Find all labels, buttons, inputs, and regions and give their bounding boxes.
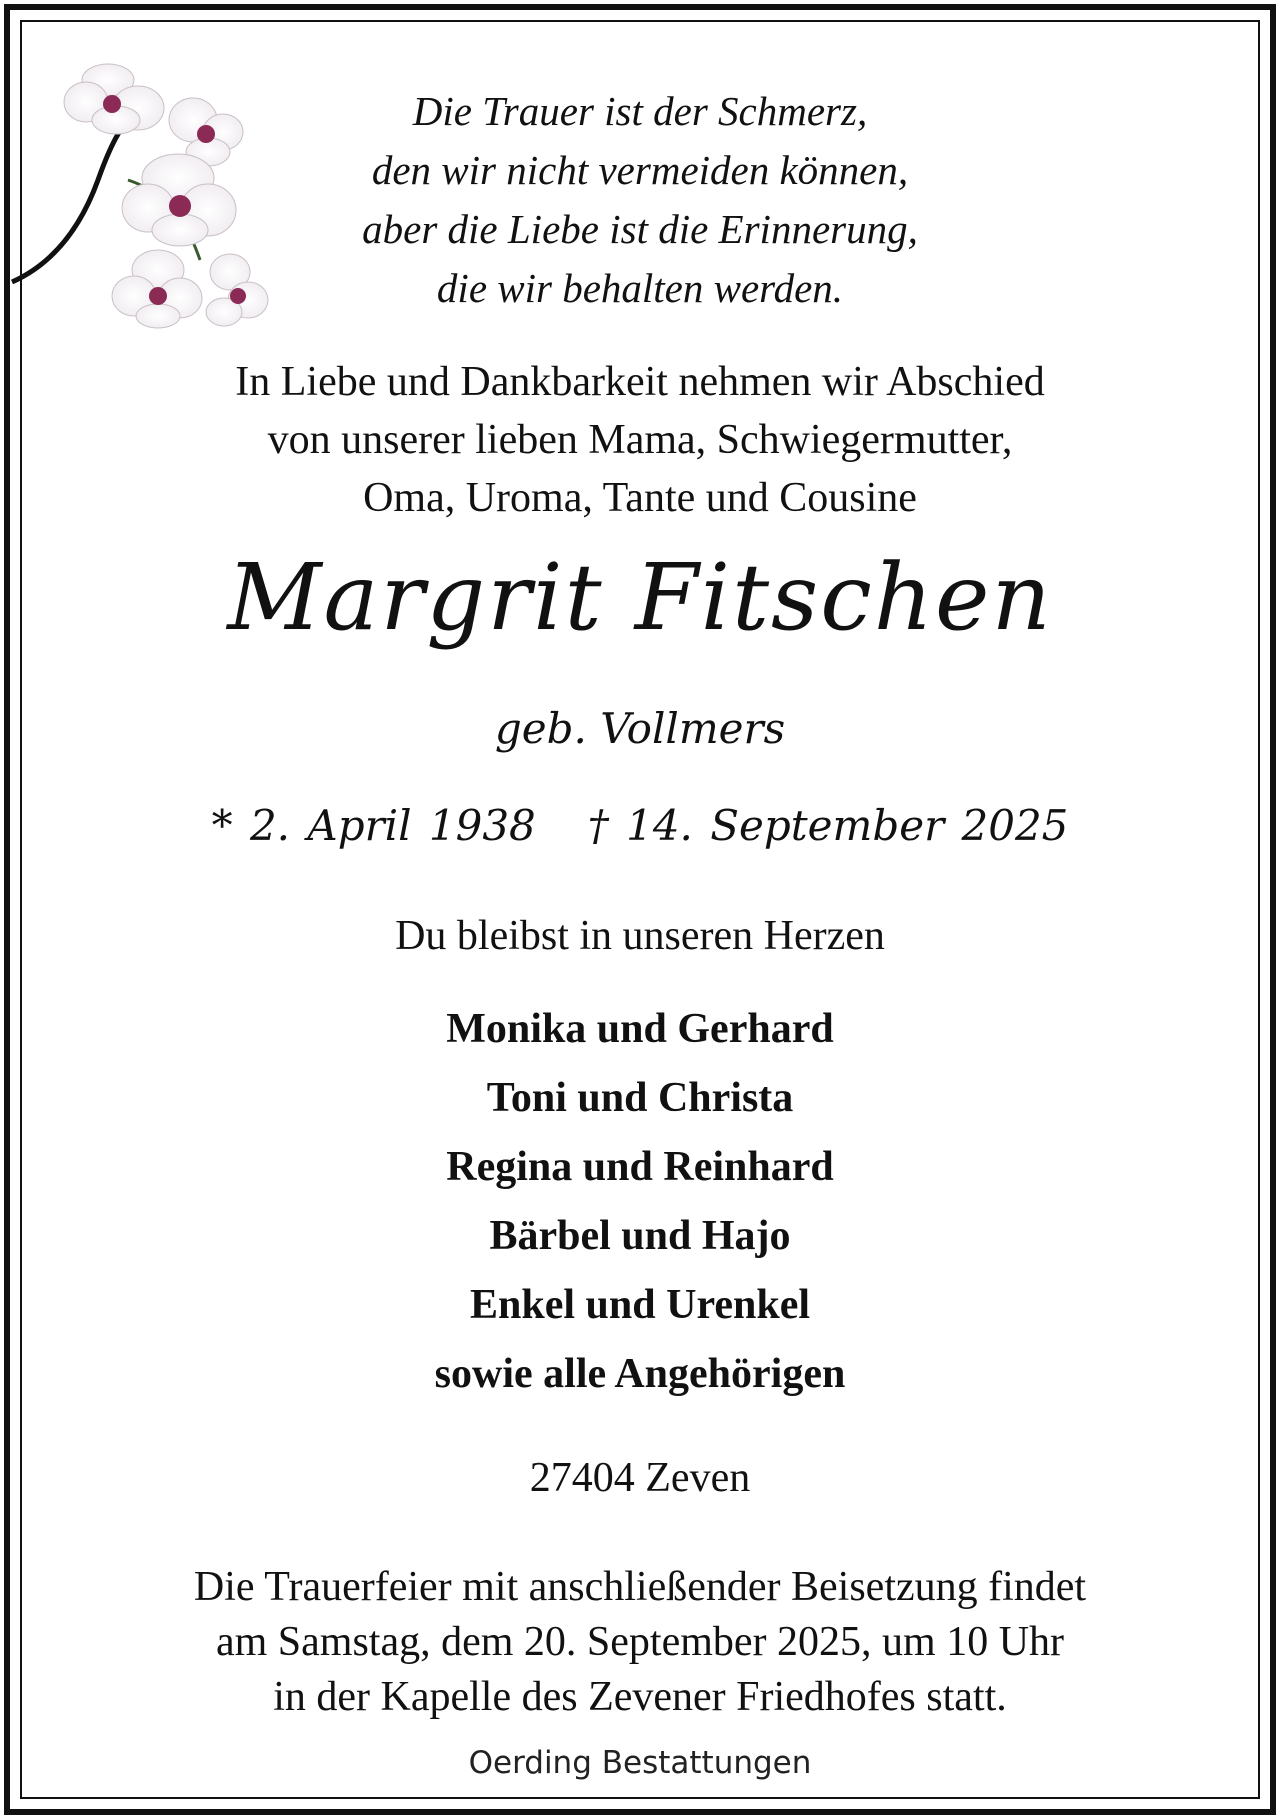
mourner-entry: sowie alle Angehörigen bbox=[434, 1351, 846, 1397]
intro-line: Oma, Uroma, Tante und Cousine bbox=[363, 475, 917, 521]
deceased-name: Margrit Fitschen bbox=[227, 544, 1053, 651]
orchid-flower-3 bbox=[122, 154, 236, 246]
memorial-quote bbox=[280, 82, 1000, 318]
remembrance-line: Du bleibst in unseren Herzen bbox=[395, 913, 885, 959]
death-date: † 14. September 2025 bbox=[587, 801, 1069, 850]
mourner-entry: Toni und Christa bbox=[486, 1075, 794, 1121]
orchid-flower-4 bbox=[112, 250, 202, 328]
intro-line: In Liebe und Dankbarkeit nehmen wir Abschied bbox=[235, 359, 1045, 405]
mourner-entry: Enkel und Urenkel bbox=[470, 1282, 810, 1328]
orchid-flower-5 bbox=[206, 254, 268, 326]
mourners-list bbox=[24, 995, 1256, 1409]
service-line: am Samstag, dem 20. September 2025, um 10 Uhr bbox=[215, 1619, 1065, 1665]
life-dates bbox=[24, 800, 1256, 852]
orchid-flower-1 bbox=[64, 64, 164, 134]
mourner-entry: Monika und Gerhard bbox=[446, 1006, 834, 1052]
maiden-name: geb. Vollmers bbox=[494, 704, 786, 753]
service-line: Die Trauerfeier mit anschließender Beisetzung findet bbox=[193, 1564, 1087, 1610]
quote-line: Die Trauer ist der Schmerz, bbox=[412, 88, 868, 134]
intro-line: von unserer lieben Mama, Schwiegermutter, bbox=[267, 417, 1013, 463]
location: 27404 Zeven bbox=[529, 1455, 751, 1501]
farewell-intro bbox=[24, 353, 1256, 527]
birth-date: * 2. April 1938 bbox=[211, 801, 536, 850]
quote-line: den wir nicht vermeiden können, bbox=[371, 147, 909, 193]
mourner-entry: Regina und Reinhard bbox=[446, 1144, 834, 1190]
service-line: in der Kapelle des Zevener Friedhofes statt. bbox=[273, 1674, 1007, 1720]
orchid-illustration bbox=[8, 60, 278, 330]
undertaker-name: Oerding Bestattungen bbox=[468, 1745, 812, 1781]
quote-line: die wir behalten werden. bbox=[436, 265, 844, 311]
mourner-entry: Bärbel und Hajo bbox=[489, 1213, 791, 1259]
funeral-service-info bbox=[24, 1560, 1256, 1725]
quote-line: aber die Liebe ist die Erinnerung, bbox=[362, 206, 918, 252]
